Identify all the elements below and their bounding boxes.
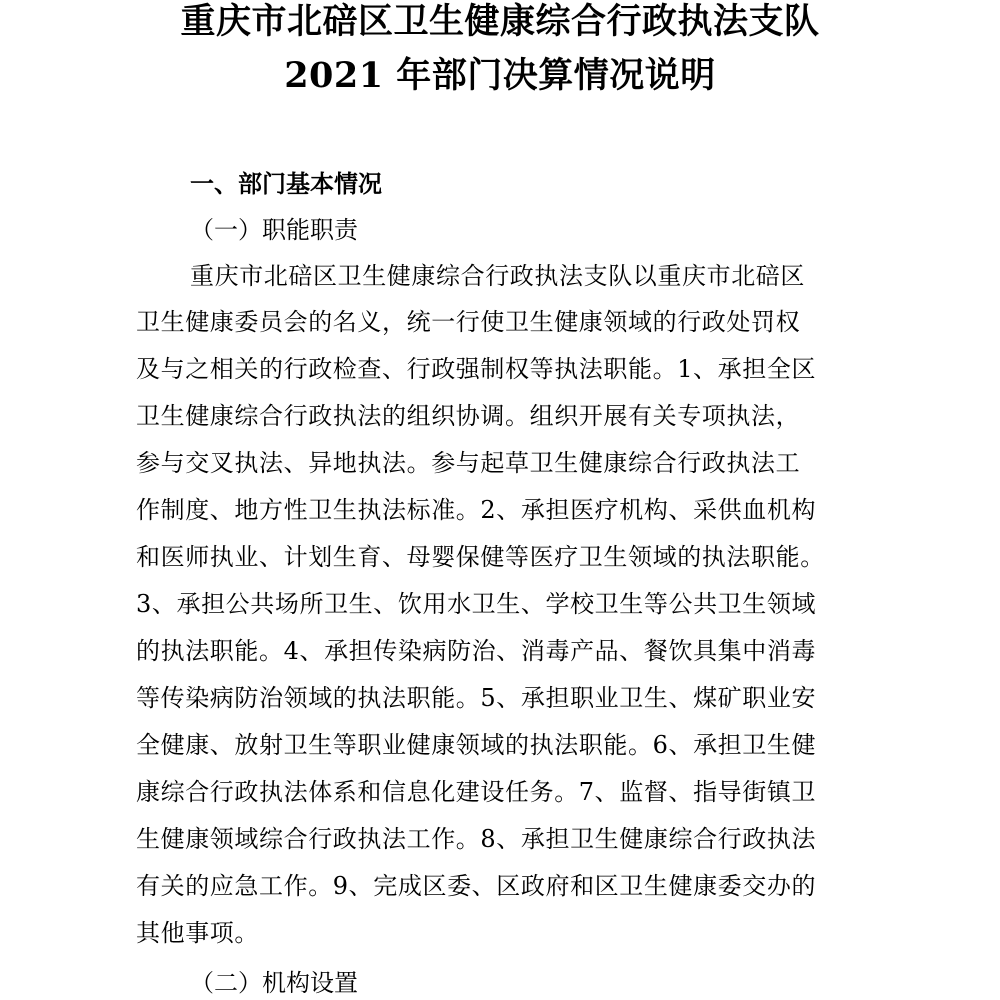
section-heading-basic-info: 一、部门基本情况 bbox=[190, 169, 382, 198]
paragraph-line: 的执法职能。4、承担传染病防治、消毒产品、餐饮具集中消毒 bbox=[136, 637, 817, 665]
paragraph-line: 有关的应急工作。9、完成区委、区政府和区卫生健康委交办的 bbox=[136, 872, 817, 900]
paragraph-line: 其他事项。 bbox=[136, 919, 259, 947]
subsection-heading-functions: （一）职能职责 bbox=[190, 216, 358, 244]
paragraph-line: 作制度、地方性卫生执法标准。2、承担医疗机构、采供血机构 bbox=[136, 496, 817, 524]
paragraph-line: 和医师执业、计划生育、母婴保健等医疗卫生领域的执法职能。 bbox=[136, 543, 825, 571]
paragraph-line: 生健康领域综合行政执法工作。8、承担卫生健康综合行政执法 bbox=[136, 825, 817, 853]
document-title-line-2: 2021 年部门决算情况说明 bbox=[284, 55, 716, 96]
paragraph-line: 卫生健康综合行政执法的组织协调。组织开展有关专项执法， bbox=[136, 402, 801, 430]
paragraph-line: 卫生健康委员会的名义，统一行使卫生健康领域的行政处罚权 bbox=[136, 308, 801, 336]
document-title-line-1: 重庆市北碚区卫生健康综合行政执法支队 bbox=[180, 1, 820, 42]
paragraph-line: 3、承担公共场所卫生、饮用水卫生、学校卫生等公共卫生领域 bbox=[136, 590, 817, 618]
paragraph-line: 全健康、放射卫生等职业健康领域的执法职能。6、承担卫生健 bbox=[136, 731, 817, 759]
subsection-heading-organization: （二）机构设置 bbox=[190, 969, 358, 997]
paragraph-line: 康综合行政执法体系和信息化建设任务。7、监督、指导街镇卫 bbox=[136, 778, 817, 806]
paragraph-line: 参与交叉执法、异地执法。参与起草卫生健康综合行政执法工 bbox=[136, 449, 801, 477]
paragraph-line: 及与之相关的行政检查、行政强制权等执法职能。1、承担全区 bbox=[136, 355, 817, 383]
paragraph-line: 等传染病防治领域的执法职能。5、承担职业卫生、煤矿职业安 bbox=[136, 684, 817, 712]
paragraph-line: 重庆市北碚区卫生健康综合行政执法支队以重庆市北碚区 bbox=[190, 262, 805, 290]
